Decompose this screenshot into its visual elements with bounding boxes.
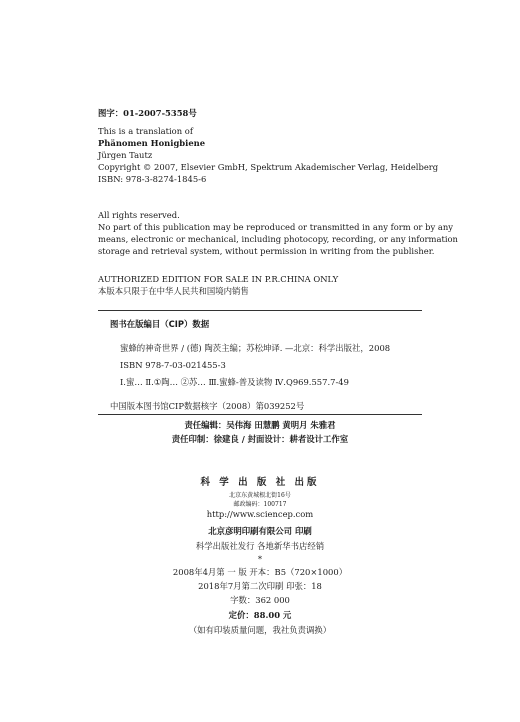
printer-line: 北京彦明印刷有限公司 印刷 [208, 526, 312, 536]
quality-notice: （如有印装质量问题，我社负责调换） [188, 625, 332, 635]
authorized-edition [98, 273, 338, 297]
cip-body [120, 342, 390, 393]
publisher-postcode: 邮政编码：100717 [233, 501, 287, 508]
staff-editors: 责任编辑：吴伟海 田慧鹏 黄明月 朱雅君 [184, 420, 336, 430]
rights-line: No part of this publication may be reproduced or transmitted in any form or by any [98, 222, 453, 232]
cip-record-number: 中国版本图书馆CIP数据核字（2008）第039252号 [110, 401, 305, 411]
staff-production: 责任印制：徐建良 / 封面设计：耕者设计工作室 [171, 434, 349, 444]
cip-isbn-line: ISBN 978-7-03-021455-3 [120, 360, 226, 370]
copyright-line: Copyright © 2007, Elsevier GmbH, Spektrum Akademischer Verlag, Heidelberg [98, 162, 439, 172]
publisher-website: http://www.sciencep.com [206, 509, 314, 519]
price-line: 定价：88.00 元 [228, 610, 292, 620]
rights-line: All rights reserved. [98, 210, 180, 220]
cip-title-line: 蜜蜂的神奇世界 / (德) 陶茨主编；苏松坤译. —北京：科学出版社，2008 [120, 343, 391, 353]
publisher-address: 北京东黄城根北街16号 [229, 492, 291, 499]
translation-line: This is a translation of [98, 126, 193, 136]
translation-info [98, 125, 438, 185]
distribution-line: 科学出版社发行 各地新华书店经销 [195, 541, 325, 551]
cip-classification-line: Ⅰ.蜜… Ⅱ.①陶… ②苏… Ⅲ.蜜蜂-普及读物 Ⅳ.Q969.557.7-49 [120, 377, 349, 387]
edition-line: 2008年4月第 一 版 开本：B5（720×1000） [172, 567, 348, 577]
authorized-chinese: 本版本只限于在中华人民共和国境内销售 [98, 286, 249, 296]
separator-star: * [257, 554, 263, 564]
rights-line: means, electronic or mechanical, including photocopy, recording, or any information [98, 234, 458, 244]
printing-line: 2018年7月第二次印刷 印张：18 [198, 581, 322, 591]
cip-header: 图书在版编目（CIP）数据 [110, 319, 210, 329]
original-title: Phänomen Honigbiene [98, 138, 206, 148]
word-count-line: 字数：362 000 [230, 595, 290, 605]
cip-bottom-rule [98, 414, 422, 415]
rights-notice [98, 209, 458, 257]
cip-top-rule [98, 310, 422, 311]
authorized-english: AUTHORIZED EDITION FOR SALE IN P.R.CHINA ONLY [98, 274, 339, 284]
permit-number: 图字：01-2007-5358号 [98, 108, 197, 118]
original-isbn: ISBN: 978-3-8274-1845-6 [98, 174, 207, 184]
rights-line: storage and retrieval system, without permission in writing from the publisher. [98, 246, 435, 256]
original-author: Jürgen Tautz [98, 150, 153, 160]
publisher-name: 科 学 出 版 社 出版 [200, 477, 320, 488]
